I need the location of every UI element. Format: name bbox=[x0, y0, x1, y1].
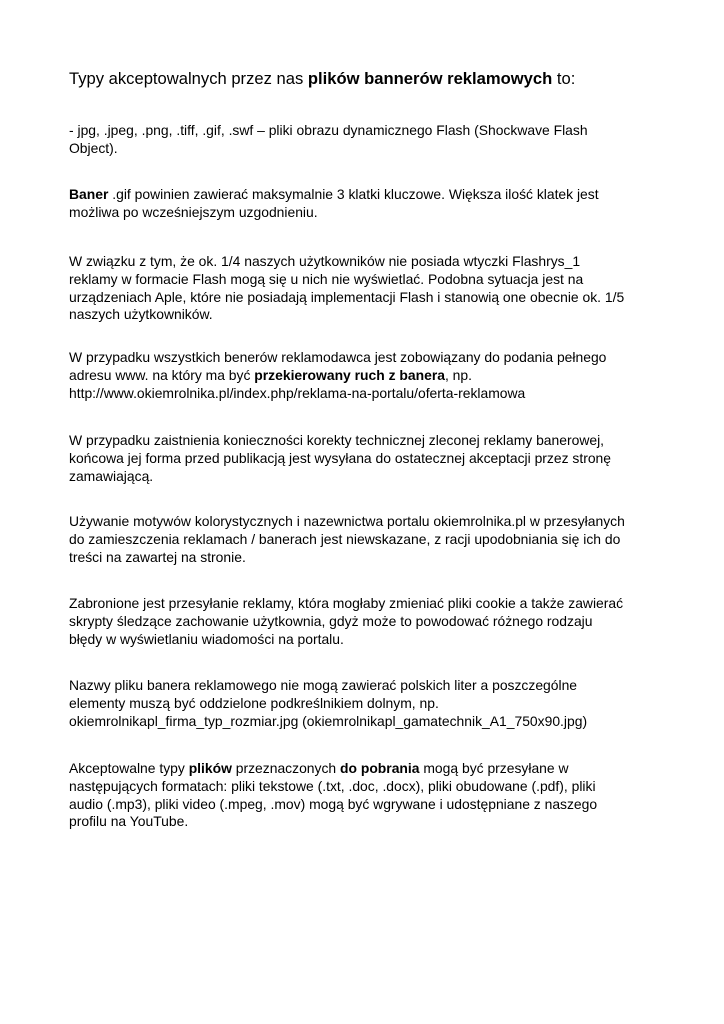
text-line: błędy w wyświetlaniu wiadomości na portalu. bbox=[69, 630, 344, 647]
text-line: końcowa jej forma przed publikacją jest wysyłana do ostatecznej akceptacji przez stronę bbox=[69, 449, 612, 466]
text-line: zamawiającą. bbox=[69, 467, 154, 484]
paragraph-gif-frames bbox=[69, 186, 669, 222]
text-line: Object). bbox=[69, 139, 118, 156]
text-line: możliwa po wcześniejszym uzgodnieniu. bbox=[69, 203, 318, 220]
page-title bbox=[69, 69, 689, 89]
paragraph-file-types bbox=[69, 122, 669, 158]
text-line: W przypadku wszystkich benerów reklamodawca jest zobowiązany do podania pełnego bbox=[69, 349, 607, 365]
text-line bbox=[69, 367, 669, 385]
title-suffix: to: bbox=[552, 69, 576, 88]
text-line: audio (.mp3), pliki video (.mpeg, .mov) mogą być wgrywane i udostępniane z naszego bbox=[69, 795, 598, 812]
text-line bbox=[69, 760, 669, 778]
bold-term: do pobrania bbox=[340, 760, 420, 776]
text-run: mogą być przesyłane w bbox=[419, 760, 569, 776]
text-line bbox=[69, 186, 669, 204]
text-line: Zabronione jest przesyłanie reklamy, która mogłaby zmieniać pliki cookie a także zawierać bbox=[69, 595, 624, 611]
text-line: następujących formatach: pliki tekstowe (.txt, .doc, .docx), pliki obudowane (.pdf), pliki bbox=[69, 777, 596, 794]
paragraph-technical-correction bbox=[69, 432, 669, 485]
text-line: urządzeniach Aple, które nie posiadają implementacji Flash i stanowią one obecnie ok. 1/5 bbox=[69, 288, 625, 305]
text-line: treści na zawartej na stronie. bbox=[69, 548, 246, 565]
paragraph-file-naming bbox=[69, 677, 669, 730]
paragraph-flash-users bbox=[69, 253, 669, 324]
paragraph-cookies-scripts bbox=[69, 595, 669, 648]
paragraph-redirect-address bbox=[69, 349, 669, 402]
text-line: W przypadku zaistnienia konieczności korekty technicznej zleconej reklamy banerowej, bbox=[69, 432, 605, 448]
text-line: Używanie motywów kolorystycznych i nazewnictwa portalu okiemrolnika.pl w przesyłanych bbox=[69, 513, 625, 529]
example-url: http://www.okiemrolnika.pl/index.php/reklama-na-portalu/oferta-reklamowa bbox=[69, 384, 526, 401]
paragraph-download-files bbox=[69, 760, 669, 831]
text-run: , np. bbox=[444, 366, 472, 383]
text-run: przeznaczonych bbox=[231, 760, 340, 776]
paragraph-portal-colors bbox=[69, 513, 669, 566]
text-line: do zamieszczenia reklamach / banerach jest niewskazane, z racji upodobniania się ich do bbox=[69, 530, 621, 547]
text-line: elementy muszą być oddzielone podkreślnikiem dolnym, np. bbox=[69, 694, 439, 711]
text-run: adresu www. na który ma być bbox=[69, 366, 255, 383]
text-line: reklamy w formacie Flash mogą się u nich nie wyświetlać. Podobna sytuacja jest na bbox=[69, 270, 584, 287]
text-run: Akceptowalne typy bbox=[69, 760, 189, 776]
title-bold: plików bannerów reklamowych bbox=[307, 69, 553, 88]
text-line: naszych użytkowników. bbox=[69, 306, 213, 323]
bold-term: Baner bbox=[69, 186, 109, 202]
text-line: Nazwy pliku banera reklamowego nie mogą zawierać polskich liter a poszczególne bbox=[69, 677, 578, 693]
text-run: .gif powinien zawierać maksymalnie 3 klatki kluczowe. Większa ilość klatek jest bbox=[108, 186, 599, 202]
text-line: profilu na YouTube. bbox=[69, 813, 189, 830]
bold-term: przekierowany ruch z banera bbox=[254, 366, 445, 383]
title-prefix: Typy akceptowalnych przez nas bbox=[69, 69, 308, 88]
text-line: W związku z tym, że ok. 1/4 naszych użytkowników nie posiada wtyczki Flashrys_1 bbox=[69, 253, 581, 269]
text-line: skrypty śledzące zachowanie użytkownia, gdyż może to powodować różnego rodzaju bbox=[69, 612, 593, 629]
text-line: - jpg, .jpeg, .png, .tiff, .gif, .swf – pliki obrazu dynamicznego Flash (Shockwave Flash bbox=[69, 122, 588, 138]
text-line: okiemrolnikapl_firma_typ_rozmiar.jpg (okiemrolnikapl_gamatechnik_A1_750x90.jpg) bbox=[69, 712, 588, 729]
bold-term: plików bbox=[188, 760, 232, 776]
